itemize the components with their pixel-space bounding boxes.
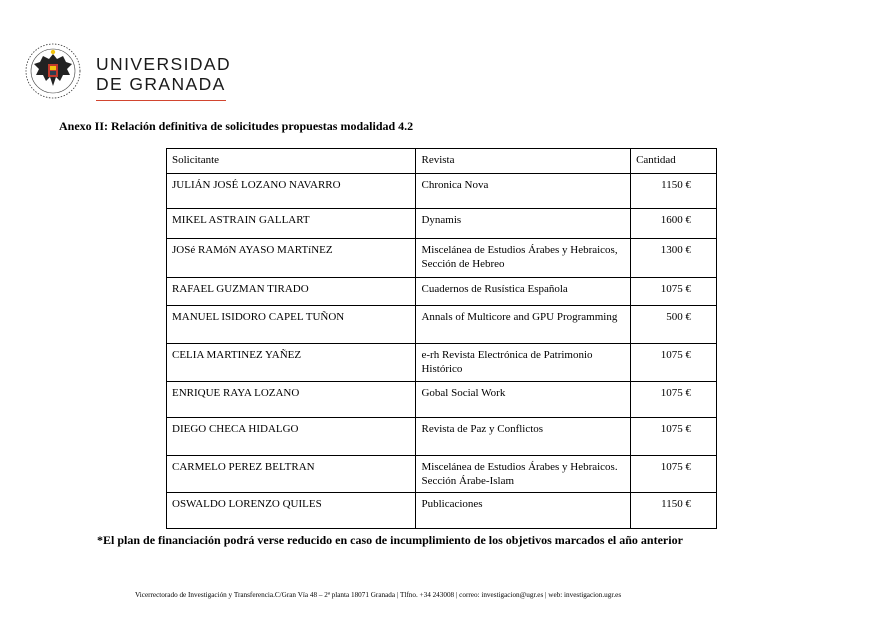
table-row: [167, 174, 717, 209]
cell-cantidad: 1150 €: [631, 493, 717, 529]
cell-revista: Dynamis: [416, 209, 631, 239]
university-logo: [24, 42, 234, 108]
cell-revista: Miscelánea de Estudios Árabes y Hebraicos, Sección de Hebreo: [416, 239, 631, 278]
cell-cantidad: 500 €: [631, 306, 717, 344]
cell-solicitante: OSWALDO LORENZO QUILES: [167, 493, 416, 529]
cell-cantidad: 1075 €: [631, 456, 717, 493]
university-name-line2: DE GRANADA: [96, 74, 226, 94]
logo-divider: [96, 100, 226, 101]
page-title: [59, 119, 413, 134]
cell-cantidad: 1075 €: [631, 418, 717, 456]
cell-solicitante: JOSé RAMóN AYASO MARTíNEZ: [167, 239, 416, 278]
cell-revista: Revista de Paz y Conflictos: [416, 418, 631, 456]
table-header-row: [167, 149, 717, 174]
cell-solicitante: CARMELO PEREZ BELTRAN: [167, 456, 416, 493]
table-row: [167, 456, 717, 493]
cell-solicitante: CELIA MARTINEZ YAÑEZ: [167, 344, 416, 382]
annex-title: Relación definitiva de solicitudes propuestas modalidad 4.2: [111, 119, 414, 133]
cell-solicitante: MANUEL ISIDORO CAPEL TUÑON: [167, 306, 416, 344]
table-row: [167, 382, 717, 418]
table-row: [167, 418, 717, 456]
annex-label: Anexo II:: [59, 119, 109, 133]
cell-revista: e-rh Revista Electrónica de Patrimonio Histórico: [416, 344, 631, 382]
university-name-line1: UNIVERSIDAD: [96, 54, 232, 74]
university-seal-icon: [24, 42, 82, 100]
table-row: [167, 209, 717, 239]
funding-note: *El plan de financiación podrá verse reducido en caso de incumplimiento de los objetivos marcados el año anterior: [97, 533, 683, 547]
cell-revista: Publicaciones: [416, 493, 631, 529]
cell-solicitante: RAFAEL GUZMAN TIRADO: [167, 278, 416, 306]
column-header-solicitante: Solicitante: [167, 149, 416, 174]
table-row: [167, 344, 717, 382]
cell-revista: Gobal Social Work: [416, 382, 631, 418]
table-row: [167, 493, 717, 529]
cell-cantidad: 1075 €: [631, 278, 717, 306]
applications-table: [166, 148, 717, 529]
cell-cantidad: 1300 €: [631, 239, 717, 278]
table-row: [167, 239, 717, 278]
column-header-revista: Revista: [416, 149, 631, 174]
university-name: [96, 54, 231, 94]
table-row: [167, 306, 717, 344]
cell-cantidad: 1150 €: [631, 174, 717, 209]
cell-solicitante: ENRIQUE RAYA LOZANO: [167, 382, 416, 418]
cell-cantidad: 1075 €: [631, 382, 717, 418]
table-row: [167, 278, 717, 306]
column-header-cantidad: Cantidad: [631, 149, 717, 174]
cell-solicitante: DIEGO CHECA HIDALGO: [167, 418, 416, 456]
cell-solicitante: MIKEL ASTRAIN GALLART: [167, 209, 416, 239]
cell-revista: Cuadernos de Rusística Española: [416, 278, 631, 306]
cell-revista: Miscelánea de Estudios Árabes y Hebraicos. Sección Árabe-Islam: [416, 456, 631, 493]
cell-cantidad: 1600 €: [631, 209, 717, 239]
page-footer: Vicerrectorado de Investigación y Transferencia.C/Gran Vía 48 – 2ª planta 18071 Granada | Tlfno. +34 243008 | correo: investigacion@ugr.es | web: investigacion.ugr.es: [135, 591, 622, 599]
cell-revista: Annals of Multicore and GPU Programming: [416, 306, 631, 344]
cell-solicitante: JULIÁN JOSÉ LOZANO NAVARRO: [167, 174, 416, 209]
cell-cantidad: 1075 €: [631, 344, 717, 382]
cell-revista: Chronica Nova: [416, 174, 631, 209]
